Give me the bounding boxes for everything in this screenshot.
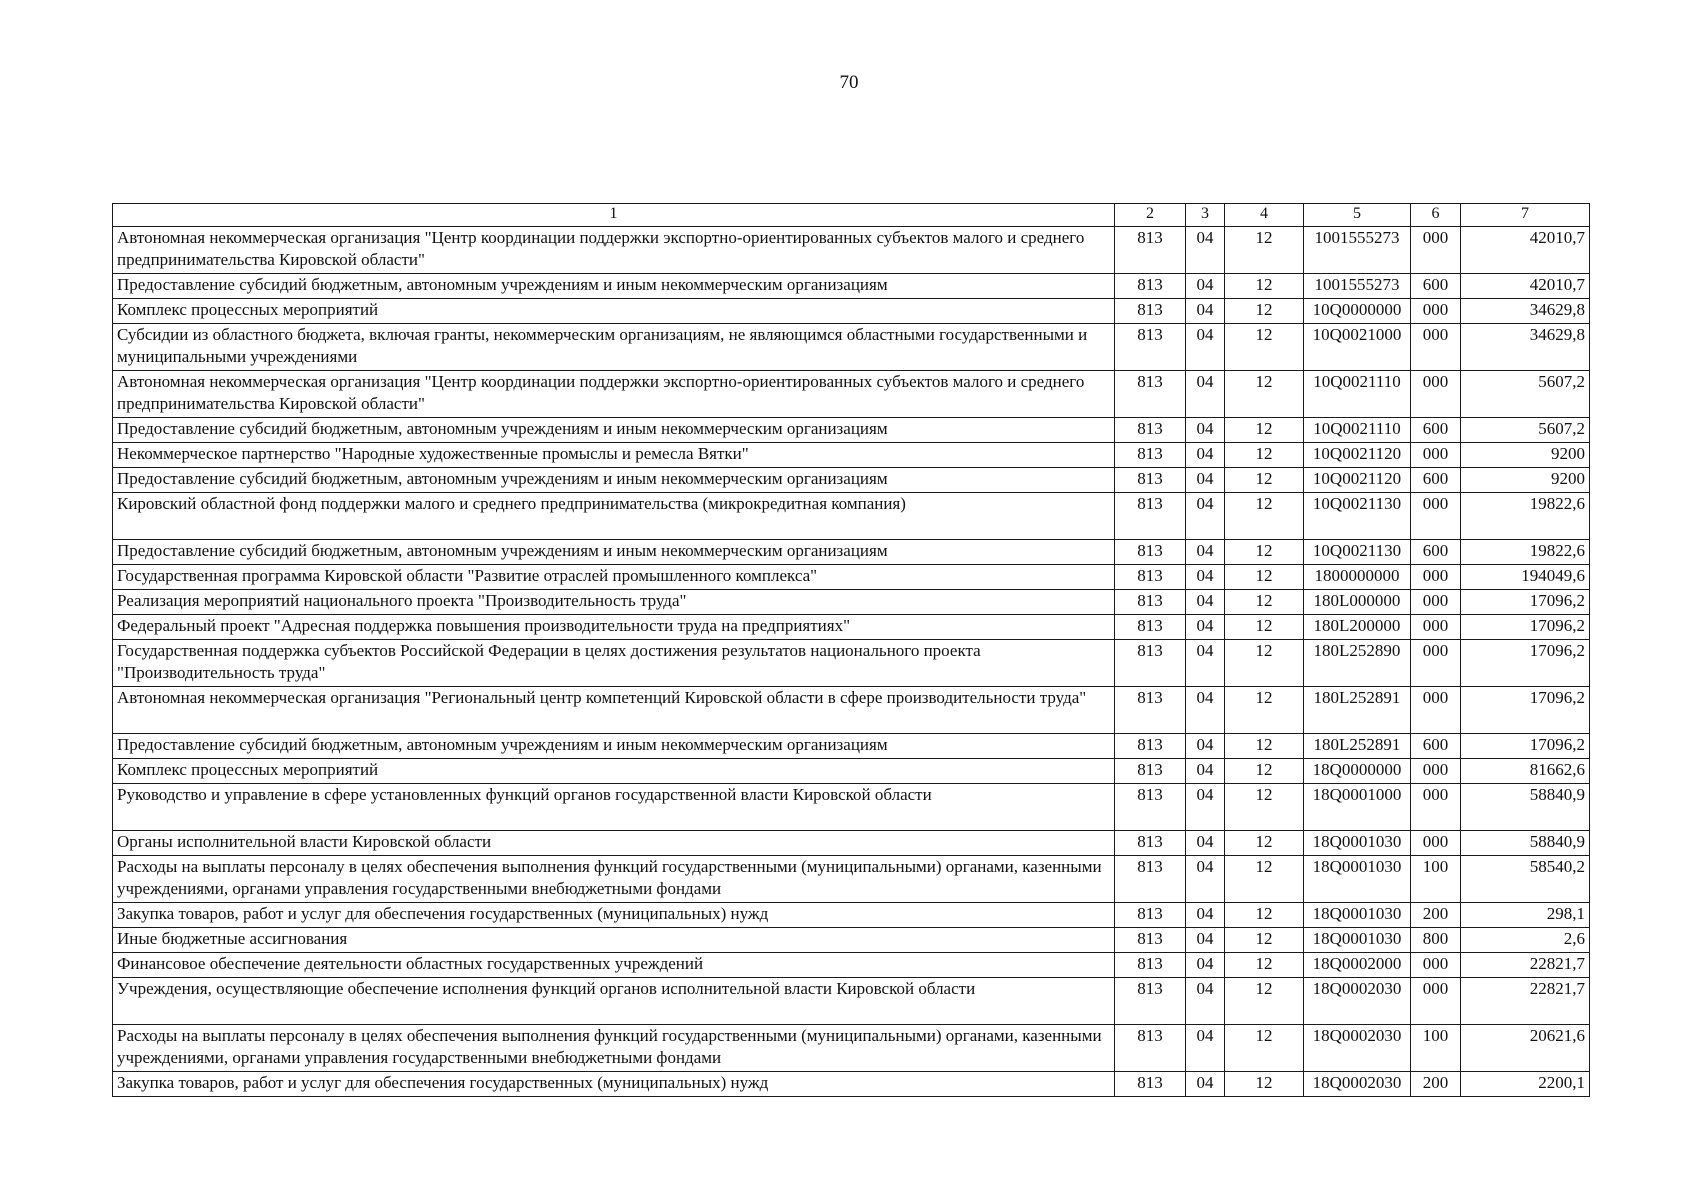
row-expense-type-cell: 200 bbox=[1411, 903, 1461, 928]
row-target-code-cell: 10Q0021120 bbox=[1304, 468, 1411, 493]
row-code-cell: 813 bbox=[1115, 540, 1186, 565]
row-name-cell: Предоставление субсидий бюджетным, автономным учреждениям и иным некоммерческим организациям bbox=[113, 540, 1115, 565]
row-target-code-cell: 18Q0002030 bbox=[1304, 978, 1411, 1025]
table-row bbox=[113, 443, 1590, 468]
table-row bbox=[113, 734, 1590, 759]
row-name-cell: Предоставление субсидий бюджетным, автономным учреждениям и иным некоммерческим организациям bbox=[113, 274, 1115, 299]
row-code-cell: 813 bbox=[1115, 687, 1186, 734]
page-number: 70 bbox=[839, 72, 859, 93]
row-amount-cell: 81662,6 bbox=[1461, 759, 1590, 784]
row-expense-type-cell: 600 bbox=[1411, 274, 1461, 299]
table-row bbox=[113, 540, 1590, 565]
row-expense-type-cell: 000 bbox=[1411, 953, 1461, 978]
row-name-cell: Федеральный проект "Адресная поддержка повышения производительности труда на предприятиях" bbox=[113, 615, 1115, 640]
row-name-cell: Расходы на выплаты персоналу в целях обеспечения выполнения функций государственными (муниципальными) органами, казенными учреждениями, органами управления государственными внебюджетными фондами bbox=[113, 856, 1115, 903]
column-header: 3 bbox=[1186, 204, 1225, 227]
table-body bbox=[113, 204, 1590, 1097]
row-target-code-cell: 10Q0021130 bbox=[1304, 493, 1411, 540]
row-expense-type-cell: 600 bbox=[1411, 418, 1461, 443]
row-expense-type-cell: 100 bbox=[1411, 1025, 1461, 1072]
row-code-cell: 813 bbox=[1115, 493, 1186, 540]
table-row bbox=[113, 1025, 1590, 1072]
table-row bbox=[113, 928, 1590, 953]
row-expense-type-cell: 000 bbox=[1411, 978, 1461, 1025]
table-row bbox=[113, 493, 1590, 540]
column-header: 4 bbox=[1225, 204, 1304, 227]
table-row bbox=[113, 371, 1590, 418]
row-name-cell: Предоставление субсидий бюджетным, автономным учреждениям и иным некоммерческим организациям bbox=[113, 734, 1115, 759]
table-row bbox=[113, 687, 1590, 734]
row-subsection-cell: 12 bbox=[1225, 734, 1304, 759]
row-amount-cell: 17096,2 bbox=[1461, 615, 1590, 640]
row-subsection-cell: 12 bbox=[1225, 687, 1304, 734]
row-code-cell: 813 bbox=[1115, 759, 1186, 784]
row-subsection-cell: 12 bbox=[1225, 784, 1304, 831]
table-row bbox=[113, 418, 1590, 443]
row-section-cell: 04 bbox=[1186, 324, 1225, 371]
row-expense-type-cell: 600 bbox=[1411, 540, 1461, 565]
table-row bbox=[113, 856, 1590, 903]
table-row bbox=[113, 615, 1590, 640]
row-target-code-cell: 180L252891 bbox=[1304, 687, 1411, 734]
row-section-cell: 04 bbox=[1186, 953, 1225, 978]
row-subsection-cell: 12 bbox=[1225, 274, 1304, 299]
row-target-code-cell: 1800000000 bbox=[1304, 565, 1411, 590]
row-expense-type-cell: 000 bbox=[1411, 493, 1461, 540]
row-section-cell: 04 bbox=[1186, 687, 1225, 734]
row-code-cell: 813 bbox=[1115, 565, 1186, 590]
table-row bbox=[113, 1072, 1590, 1097]
row-name-cell: Автономная некоммерческая организация "Региональный центр компетенций Кировской области в сфере производительности труда" bbox=[113, 687, 1115, 734]
row-expense-type-cell: 000 bbox=[1411, 784, 1461, 831]
row-target-code-cell: 18Q0001030 bbox=[1304, 928, 1411, 953]
row-amount-cell: 34629,8 bbox=[1461, 299, 1590, 324]
row-expense-type-cell: 000 bbox=[1411, 443, 1461, 468]
row-code-cell: 813 bbox=[1115, 371, 1186, 418]
row-target-code-cell: 18Q0001000 bbox=[1304, 784, 1411, 831]
row-subsection-cell: 12 bbox=[1225, 493, 1304, 540]
row-amount-cell: 58540,2 bbox=[1461, 856, 1590, 903]
row-amount-cell: 5607,2 bbox=[1461, 371, 1590, 418]
row-subsection-cell: 12 bbox=[1225, 831, 1304, 856]
row-name-cell: Учреждения, осуществляющие обеспечение исполнения функций органов исполнительной власти Кировской области bbox=[113, 978, 1115, 1025]
row-section-cell: 04 bbox=[1186, 299, 1225, 324]
row-code-cell: 813 bbox=[1115, 468, 1186, 493]
row-subsection-cell: 12 bbox=[1225, 978, 1304, 1025]
row-amount-cell: 22821,7 bbox=[1461, 953, 1590, 978]
row-section-cell: 04 bbox=[1186, 1072, 1225, 1097]
row-section-cell: 04 bbox=[1186, 371, 1225, 418]
row-amount-cell: 20621,6 bbox=[1461, 1025, 1590, 1072]
table-row bbox=[113, 590, 1590, 615]
row-subsection-cell: 12 bbox=[1225, 468, 1304, 493]
row-target-code-cell: 1001555273 bbox=[1304, 274, 1411, 299]
row-name-cell: Предоставление субсидий бюджетным, автономным учреждениям и иным некоммерческим организациям bbox=[113, 418, 1115, 443]
row-code-cell: 813 bbox=[1115, 856, 1186, 903]
table-row bbox=[113, 953, 1590, 978]
row-subsection-cell: 12 bbox=[1225, 903, 1304, 928]
row-code-cell: 813 bbox=[1115, 734, 1186, 759]
row-expense-type-cell: 000 bbox=[1411, 299, 1461, 324]
row-target-code-cell: 1001555273 bbox=[1304, 227, 1411, 274]
row-target-code-cell: 18Q0002000 bbox=[1304, 953, 1411, 978]
table-row bbox=[113, 274, 1590, 299]
row-name-cell: Предоставление субсидий бюджетным, автономным учреждениям и иным некоммерческим организациям bbox=[113, 468, 1115, 493]
table-row bbox=[113, 468, 1590, 493]
row-section-cell: 04 bbox=[1186, 759, 1225, 784]
row-name-cell: Реализация мероприятий национального проекта "Производительность труда" bbox=[113, 590, 1115, 615]
row-amount-cell: 17096,2 bbox=[1461, 590, 1590, 615]
row-code-cell: 813 bbox=[1115, 903, 1186, 928]
column-header: 1 bbox=[113, 204, 1115, 227]
column-header: 7 bbox=[1461, 204, 1590, 227]
row-code-cell: 813 bbox=[1115, 615, 1186, 640]
row-code-cell: 813 bbox=[1115, 640, 1186, 687]
row-name-cell: Комплекс процессных мероприятий bbox=[113, 759, 1115, 784]
row-amount-cell: 9200 bbox=[1461, 443, 1590, 468]
budget-table bbox=[112, 203, 1590, 1097]
row-amount-cell: 9200 bbox=[1461, 468, 1590, 493]
table-row bbox=[113, 903, 1590, 928]
row-name-cell: Комплекс процессных мероприятий bbox=[113, 299, 1115, 324]
row-target-code-cell: 10Q0021120 bbox=[1304, 443, 1411, 468]
table-row bbox=[113, 299, 1590, 324]
row-code-cell: 813 bbox=[1115, 443, 1186, 468]
row-target-code-cell: 10Q0021110 bbox=[1304, 418, 1411, 443]
row-name-cell: Субсидии из областного бюджета, включая гранты, некоммерческим организациям, не являющимся областными государственными и муниципальными учреждениями bbox=[113, 324, 1115, 371]
row-expense-type-cell: 000 bbox=[1411, 227, 1461, 274]
row-name-cell: Руководство и управление в сфере установленных функций органов государственной власти Кировской области bbox=[113, 784, 1115, 831]
row-target-code-cell: 180L000000 bbox=[1304, 590, 1411, 615]
row-code-cell: 813 bbox=[1115, 953, 1186, 978]
row-amount-cell: 58840,9 bbox=[1461, 784, 1590, 831]
row-amount-cell: 42010,7 bbox=[1461, 227, 1590, 274]
row-section-cell: 04 bbox=[1186, 540, 1225, 565]
row-subsection-cell: 12 bbox=[1225, 227, 1304, 274]
row-code-cell: 813 bbox=[1115, 274, 1186, 299]
row-amount-cell: 17096,2 bbox=[1461, 734, 1590, 759]
row-subsection-cell: 12 bbox=[1225, 1025, 1304, 1072]
row-name-cell: Органы исполнительной власти Кировской области bbox=[113, 831, 1115, 856]
row-subsection-cell: 12 bbox=[1225, 928, 1304, 953]
row-subsection-cell: 12 bbox=[1225, 590, 1304, 615]
table-row bbox=[113, 831, 1590, 856]
row-expense-type-cell: 200 bbox=[1411, 1072, 1461, 1097]
row-name-cell: Иные бюджетные ассигнования bbox=[113, 928, 1115, 953]
row-section-cell: 04 bbox=[1186, 493, 1225, 540]
row-name-cell: Автономная некоммерческая организация "Центр координации поддержки экспортно-ориентированных субъектов малого и среднего предпринимательства Кировской области" bbox=[113, 371, 1115, 418]
row-section-cell: 04 bbox=[1186, 615, 1225, 640]
row-subsection-cell: 12 bbox=[1225, 953, 1304, 978]
row-expense-type-cell: 800 bbox=[1411, 928, 1461, 953]
row-name-cell: Расходы на выплаты персоналу в целях обеспечения выполнения функций государственными (муниципальными) органами, казенными учреждениями, органами управления государственными внебюджетными фондами bbox=[113, 1025, 1115, 1072]
row-target-code-cell: 10Q0021110 bbox=[1304, 371, 1411, 418]
row-expense-type-cell: 000 bbox=[1411, 640, 1461, 687]
row-target-code-cell: 18Q0000000 bbox=[1304, 759, 1411, 784]
row-section-cell: 04 bbox=[1186, 443, 1225, 468]
row-amount-cell: 17096,2 bbox=[1461, 687, 1590, 734]
row-amount-cell: 34629,8 bbox=[1461, 324, 1590, 371]
row-expense-type-cell: 000 bbox=[1411, 590, 1461, 615]
row-target-code-cell: 180L252891 bbox=[1304, 734, 1411, 759]
row-section-cell: 04 bbox=[1186, 903, 1225, 928]
row-section-cell: 04 bbox=[1186, 856, 1225, 903]
row-name-cell: Закупка товаров, работ и услуг для обеспечения государственных (муниципальных) нужд bbox=[113, 1072, 1115, 1097]
row-subsection-cell: 12 bbox=[1225, 1072, 1304, 1097]
row-subsection-cell: 12 bbox=[1225, 856, 1304, 903]
row-section-cell: 04 bbox=[1186, 1025, 1225, 1072]
row-subsection-cell: 12 bbox=[1225, 540, 1304, 565]
row-name-cell: Государственная программа Кировской области "Развитие отраслей промышленного комплекса" bbox=[113, 565, 1115, 590]
column-header: 2 bbox=[1115, 204, 1186, 227]
row-name-cell: Закупка товаров, работ и услуг для обеспечения государственных (муниципальных) нужд bbox=[113, 903, 1115, 928]
row-code-cell: 813 bbox=[1115, 784, 1186, 831]
row-section-cell: 04 bbox=[1186, 227, 1225, 274]
row-subsection-cell: 12 bbox=[1225, 299, 1304, 324]
row-target-code-cell: 180L200000 bbox=[1304, 615, 1411, 640]
table-row bbox=[113, 324, 1590, 371]
column-header: 6 bbox=[1411, 204, 1461, 227]
row-subsection-cell: 12 bbox=[1225, 565, 1304, 590]
table-row bbox=[113, 640, 1590, 687]
column-header: 5 bbox=[1304, 204, 1411, 227]
row-target-code-cell: 18Q0002030 bbox=[1304, 1072, 1411, 1097]
row-amount-cell: 194049,6 bbox=[1461, 565, 1590, 590]
row-target-code-cell: 10Q0021130 bbox=[1304, 540, 1411, 565]
row-name-cell: Государственная поддержка субъектов Российской Федерации в целях достижения результатов национального проекта "Производительность труда" bbox=[113, 640, 1115, 687]
row-section-cell: 04 bbox=[1186, 274, 1225, 299]
row-amount-cell: 19822,6 bbox=[1461, 540, 1590, 565]
row-name-cell: Некоммерческое партнерство "Народные художественные промыслы и ремесла Вятки" bbox=[113, 443, 1115, 468]
row-section-cell: 04 bbox=[1186, 418, 1225, 443]
row-section-cell: 04 bbox=[1186, 640, 1225, 687]
row-expense-type-cell: 600 bbox=[1411, 468, 1461, 493]
row-amount-cell: 2200,1 bbox=[1461, 1072, 1590, 1097]
row-expense-type-cell: 000 bbox=[1411, 759, 1461, 784]
row-amount-cell: 19822,6 bbox=[1461, 493, 1590, 540]
row-subsection-cell: 12 bbox=[1225, 640, 1304, 687]
row-code-cell: 813 bbox=[1115, 1025, 1186, 1072]
row-amount-cell: 42010,7 bbox=[1461, 274, 1590, 299]
row-target-code-cell: 18Q0001030 bbox=[1304, 831, 1411, 856]
row-expense-type-cell: 100 bbox=[1411, 856, 1461, 903]
row-code-cell: 813 bbox=[1115, 831, 1186, 856]
row-code-cell: 813 bbox=[1115, 299, 1186, 324]
row-section-cell: 04 bbox=[1186, 978, 1225, 1025]
row-code-cell: 813 bbox=[1115, 590, 1186, 615]
row-expense-type-cell: 000 bbox=[1411, 687, 1461, 734]
row-section-cell: 04 bbox=[1186, 565, 1225, 590]
row-expense-type-cell: 000 bbox=[1411, 324, 1461, 371]
row-subsection-cell: 12 bbox=[1225, 371, 1304, 418]
row-expense-type-cell: 000 bbox=[1411, 565, 1461, 590]
row-target-code-cell: 180L252890 bbox=[1304, 640, 1411, 687]
row-subsection-cell: 12 bbox=[1225, 615, 1304, 640]
row-subsection-cell: 12 bbox=[1225, 324, 1304, 371]
row-code-cell: 813 bbox=[1115, 1072, 1186, 1097]
row-name-cell: Автономная некоммерческая организация "Центр координации поддержки экспортно-ориентированных субъектов малого и среднего предпринимательства Кировской области" bbox=[113, 227, 1115, 274]
row-code-cell: 813 bbox=[1115, 324, 1186, 371]
row-subsection-cell: 12 bbox=[1225, 418, 1304, 443]
row-section-cell: 04 bbox=[1186, 468, 1225, 493]
table-row bbox=[113, 978, 1590, 1025]
row-amount-cell: 298,1 bbox=[1461, 903, 1590, 928]
row-code-cell: 813 bbox=[1115, 978, 1186, 1025]
table-row bbox=[113, 227, 1590, 274]
row-expense-type-cell: 000 bbox=[1411, 371, 1461, 418]
row-section-cell: 04 bbox=[1186, 734, 1225, 759]
row-target-code-cell: 10Q0000000 bbox=[1304, 299, 1411, 324]
row-section-cell: 04 bbox=[1186, 831, 1225, 856]
row-target-code-cell: 18Q0001030 bbox=[1304, 856, 1411, 903]
row-expense-type-cell: 000 bbox=[1411, 615, 1461, 640]
row-amount-cell: 5607,2 bbox=[1461, 418, 1590, 443]
row-subsection-cell: 12 bbox=[1225, 443, 1304, 468]
row-target-code-cell: 18Q0001030 bbox=[1304, 903, 1411, 928]
row-target-code-cell: 10Q0021000 bbox=[1304, 324, 1411, 371]
row-expense-type-cell: 000 bbox=[1411, 831, 1461, 856]
row-name-cell: Кировский областной фонд поддержки малого и среднего предпринимательства (микрокредитная компания) bbox=[113, 493, 1115, 540]
row-code-cell: 813 bbox=[1115, 227, 1186, 274]
row-subsection-cell: 12 bbox=[1225, 759, 1304, 784]
row-expense-type-cell: 600 bbox=[1411, 734, 1461, 759]
row-code-cell: 813 bbox=[1115, 418, 1186, 443]
table-row bbox=[113, 759, 1590, 784]
row-amount-cell: 2,6 bbox=[1461, 928, 1590, 953]
row-amount-cell: 17096,2 bbox=[1461, 640, 1590, 687]
row-section-cell: 04 bbox=[1186, 928, 1225, 953]
row-amount-cell: 22821,7 bbox=[1461, 978, 1590, 1025]
table-row bbox=[113, 565, 1590, 590]
row-amount-cell: 58840,9 bbox=[1461, 831, 1590, 856]
row-target-code-cell: 18Q0002030 bbox=[1304, 1025, 1411, 1072]
row-section-cell: 04 bbox=[1186, 784, 1225, 831]
table-row bbox=[113, 784, 1590, 831]
row-section-cell: 04 bbox=[1186, 590, 1225, 615]
row-name-cell: Финансовое обеспечение деятельности областных государственных учреждений bbox=[113, 953, 1115, 978]
table-header-row bbox=[113, 204, 1590, 227]
row-code-cell: 813 bbox=[1115, 928, 1186, 953]
